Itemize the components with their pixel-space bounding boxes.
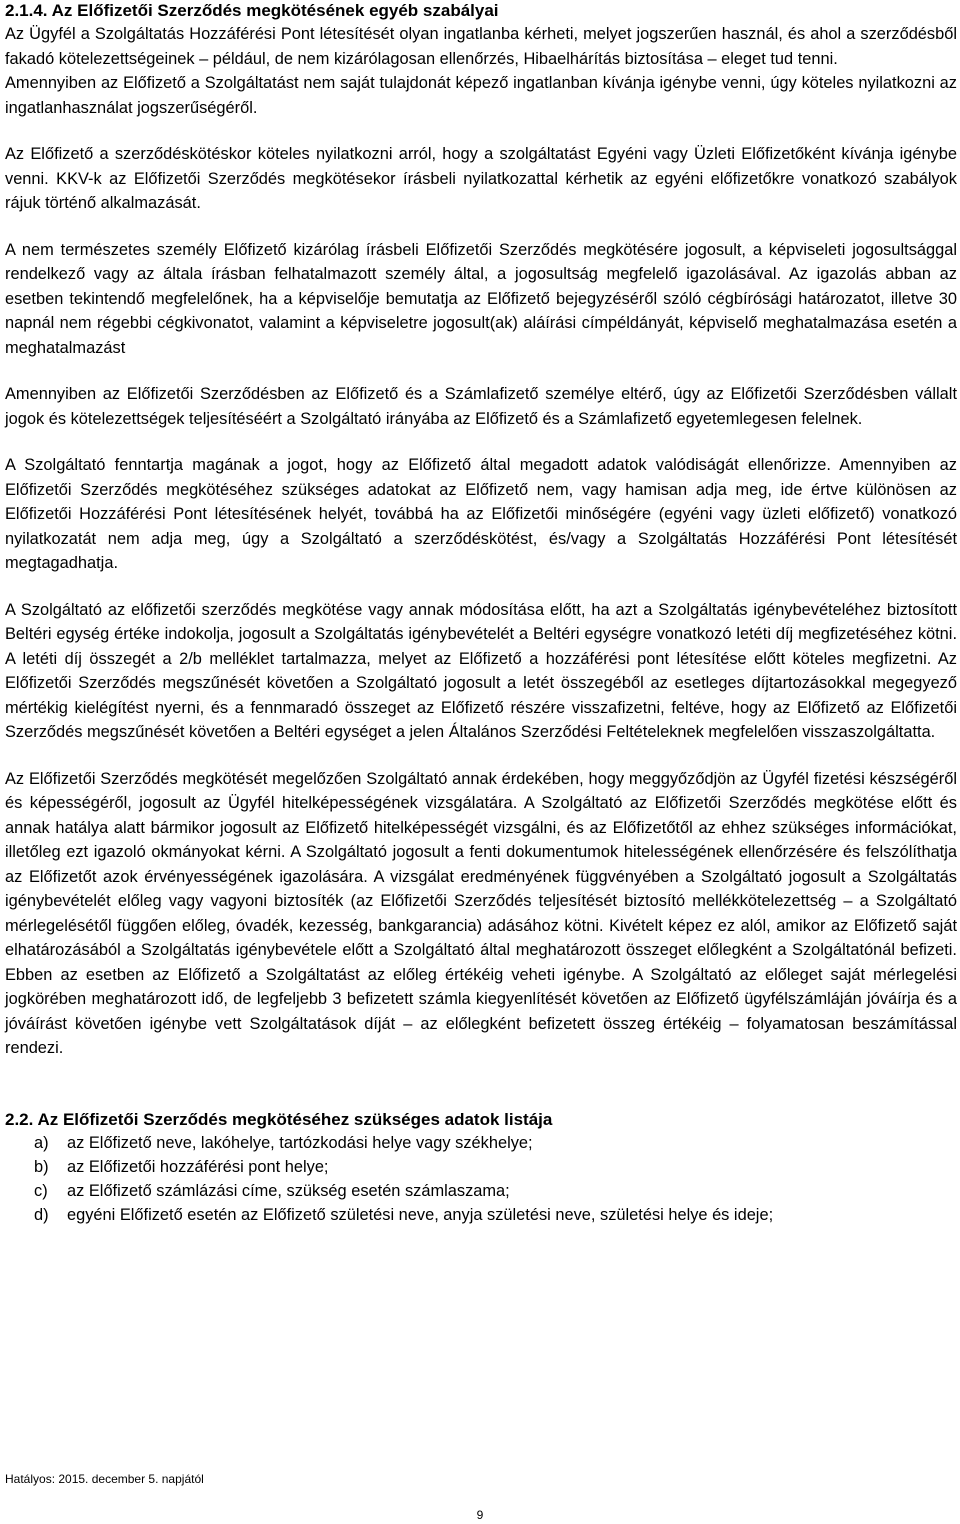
paragraph: Az Előfizetői Szerződés megkötését megelőzően Szolgáltató annak érdekében, hogy meggyőződjön az Ügyfél fizetési készségéről és képességéről, jogosult az Ügyfél hitelképességének vizsgálatára. A Szolgáltató az Előfizetői Szerződés megkötése előtt és annak hatálya alatt bármikor jogosult az Előfizető hitelképességét vizsgálni, és az Előfizetőtől az ehhez szükséges információkat, illetőleg ezt igazoló okmányokat kérni. A Szolgáltató jogosult a fenti dokumentumok hitelességének ellenőrzésére és felszólíthatja az Előfizetőt azok érvényességének igazolására. A vizsgálat eredményének függvényében a Szolgáltató jogosult a Szolgáltatás igénybevételét előleg vagy vagyoni biztosíték (az Előfizetői Szerződés teljesítését biztosító mellékkötelezettség – a Szolgáltató mérlegelésétől függően előleg, óvadék, kezesség, bankgarancia) adásához kötni. Kivételt képez ez alól, amikor az Előfizető saját elhatározásából a Szolgáltatás igénybevétele előtt a Szolgáltató által meghatározott összeget előlegként a Szolgáltatónál befizeti. Ebben az esetben az Előfizető a Szolgáltatást az előleg értékéig veheti igénybe. A Szolgáltató az előleget saját mérlegelési jogkörében meghatározott idő, de legfeljebb 3 befizetett számla kiegyenlítését követően az Előfizető ügyfélszámláján jóváírja és a jóváírást követően igénybe vett Szolgáltatások díját – az előlegként befizetett összeg értékéig – folyamatosan beszámítással rendezi. xyxy=(5,769,957,1057)
list-item xyxy=(5,1155,957,1179)
list-marker: a) xyxy=(34,1133,49,1152)
paragraph: A Szolgáltató az előfizetői szerződés megkötése vagy annak módosítása előtt, ha azt a Szolgáltatás igénybevételéhez biztosított Beltéri egység értéke indokolja, jogosult a Szolgáltatás igénybevételét a Beltéri egységre vonatkozó letéti díj megfizetéséhez kötni. A letéti díj összegét a 2/b melléklet tartalmazza, melyet az Előfizető a hozzáférési pont létesítése előtt köteles megfizetni. Az Előfizetői Szerződés megszűnését követően a Szolgáltató jogosult a letét összegéből az esetleges díjtartozásokkal megegyező mértékig kielégítést nyerni, és a fennmaradó összeget az Előfizető részére visszafizetni, feltéve, hogy az Előfizető az Előfizetői Szerződés megszűnését követően a Beltéri egységet a jelen Általános Szerződési Feltételeknek megfelelően visszaszolgáltatta. xyxy=(5,600,957,741)
list-item xyxy=(5,1203,957,1227)
paragraph: Amennyiben az Előfizetői Szerződésben az Előfizető és a Számlafizető személye eltérő, úgy az Előfizetői Szerződésben vállalt jogok és kötelezettségek teljesítéséért a Szolgáltató irányába az Előfizető és a Számlafizető egyetemlegesen felelnek. xyxy=(5,385,957,428)
section-title: Az Előfizetői Szerződés megkötésének egyéb szabályai xyxy=(51,1,499,20)
list-marker: d) xyxy=(34,1205,49,1224)
section-number: 2.2. xyxy=(5,1109,34,1129)
paragraph: A Szolgáltató fenntartja magának a jogot, hogy az Előfizető által megadott adatok valódiságát ellenőrizze. Amennyiben az Előfizetői Szerződés megkötéséhez szükséges adatokat az Előfizető nem, vagy hamisan adja meg, ide értve különösen az Előfizetői Hozzáférési Pont létesítésének helyét, továbbá ha az Előfizetői minőségére (egyéni vagy üzleti előfizető) vonatkozó nyilatkozatát nem adja meg, úgy a Szolgáltató a szerződéskötést, és/vagy a Szolgáltatás Hozzáférési Pont létesítését megtagadhatja. xyxy=(5,456,957,572)
list-item xyxy=(5,1179,957,1203)
effective-date-footer: Hatályos: 2015. december 5. napjától xyxy=(5,1472,204,1486)
document-page xyxy=(5,0,957,1227)
list-marker: c) xyxy=(34,1181,48,1200)
list-item-text: egyéni Előfizető esetén az Előfizető születési neve, anyja születési neve, születési helye és ideje; xyxy=(67,1205,774,1224)
section-title: Az Előfizetői Szerződés megkötéséhez szükséges adatok listája xyxy=(37,1109,553,1129)
paragraph: Az Előfizető a szerződéskötéskor köteles nyilatkozni arról, hogy a szolgáltatást Egyéni vagy Üzleti Előfizetőként kívánja igénybe venni. KKV-k az Előfizetői Szerződés megkötésekor írásbeli nyilatkozattal kérhetik az egyéni előfizetőkre vonatkozó szabályok rájuk történő alkalmazását. xyxy=(5,145,957,212)
paragraph: Amennyiben az Előfizető a Szolgáltatást nem saját tulajdonát képező ingatlanban kívánja igénybe venni, úgy köteles nyilatkozni az ingatlanhasználat jogszerűségéről. xyxy=(5,74,957,117)
section-heading-2-1-4 xyxy=(5,0,957,22)
section-heading-2-2 xyxy=(5,1109,957,1131)
required-data-list xyxy=(5,1131,957,1227)
paragraph: Az Ügyfél a Szolgáltatás Hozzáférési Pont létesítését olyan ingatlanba kérheti, melyet jogszerűen használ, és ahol a szerződésből fakadó kötelezettségeinek – például, de nem kizárólagosan ellenőrzés, Hibaelhárítás biztosítása – eleget tud tenni. xyxy=(5,25,957,68)
list-item-text: az Előfizető számlázási címe, szükség esetén számlaszama; xyxy=(67,1181,510,1200)
paragraph: A nem természetes személy Előfizető kizárólag írásbeli Előfizetői Szerződés megkötésére jogosult, a képviseleti jogosultsággal rendelkező vagy az általa írásban felhatalmazott személy által, a jogosultság megfelelő igazolásával. Az igazolás abban az esetben tekintendő megfelelőnek, ha a képviselője bemutatja az Előfizető bejegyzéséről szóló cégbírósági határozatot, illetve 30 napnál nem régebbi cégkivonatot, valamint a képviseletre jogosult(ak) aláírási címpéldányát, képviselő meghatalmazása esetén a meghatalmazást xyxy=(5,240,957,357)
list-marker: b) xyxy=(34,1157,49,1176)
list-item-text: az Előfizető neve, lakóhelye, tartózkodási helye vagy székhelye; xyxy=(67,1133,533,1152)
list-item xyxy=(5,1131,957,1155)
page-number: 9 xyxy=(476,1508,484,1522)
section-number: 2.1.4. xyxy=(5,1,48,20)
list-item-text: az Előfizetői hozzáférési pont helye; xyxy=(67,1157,329,1176)
